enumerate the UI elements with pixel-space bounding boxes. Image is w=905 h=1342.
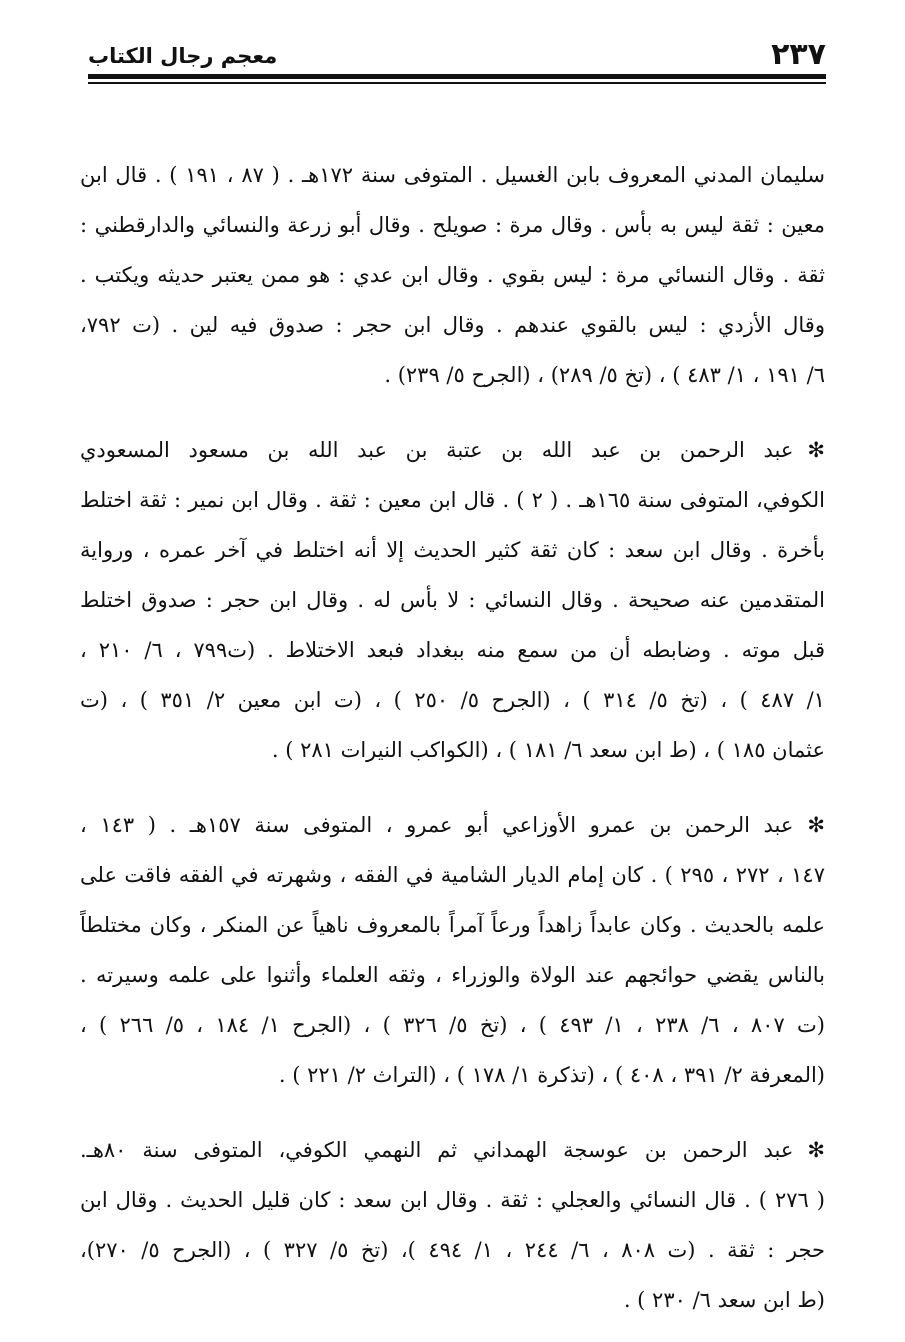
text-line: (ط ابن سعد ٦/ ٢٣٠ ) . xyxy=(623,1288,825,1312)
text-line: الكوفي، المتوفى سنة ١٦٥هـ . ( ٢ ) . قال ابن معين : ثقة . وقال ابن نمير : ثقة اختلط xyxy=(80,488,825,512)
text-line: ١/ ٤٨٧ ) ، (تخ ٥/ ٣١٤ ) ، (الجرح ٥/ ٢٥٠ ) ، (ت ابن معين ٢/ ٣٥١ ) ، (ت xyxy=(80,688,825,712)
header-rule-thick xyxy=(88,74,826,79)
text-line: ثقة . وقال النسائي مرة : ليس بقوي . وقال ابن عدي : هو ممن يعتبر حديثه ويكتب . xyxy=(80,263,825,287)
text-line: قبل موته . وضابطه أن من سمع منه ببغداد فبعد الاختلاط . (ت٧٩٩ ، ٦/ ٢١٠ ، xyxy=(80,638,825,662)
asterisk-marker-icon: ✻ xyxy=(807,813,825,837)
text-line: بالناس يقضي حوائجهم عند الولاة والوزراء ، وثقه العلماء وأثنوا على علمه وسيرته . xyxy=(80,963,825,987)
text-line: (المعرفة ٢/ ٣٩١ ، ٤٠٨ ) ، (تذكرة ١/ ١٧٨ ) ، (التراث ٢/ ٢٢١ ) . xyxy=(278,1063,825,1087)
text-line: حجر : ثقة . (ت ٨٠٨ ، ٦/ ٢٤٤ ، ١/ ٤٩٤ )، (تخ ٥/ ٣٢٧ ) ، (الجرح ٥/ ٢٧٠)، xyxy=(80,1238,825,1262)
text-line: سليمان المدني المعروف بابن الغسيل . المتوفى سنة ١٧٢هـ . ( ٨٧ ، ١٩١ ) . قال ابن xyxy=(80,163,825,187)
text-line: ( ٢٧٦ ) . قال النسائي والعجلي : ثقة . وقال ابن سعد : كان قليل الحديث . وقال ابن xyxy=(80,1188,825,1212)
text-line: عثمان ١٨٥ ) ، (ط ابن سعد ٦/ ١٨١ ) ، (الكواكب النيرات ٢٨١ ) . xyxy=(271,738,825,762)
text-line xyxy=(80,425,825,475)
text-line: وقال الأزدي : ليس بالقوي عندهم . وقال ابن حجر : صدوق فيه لين . (ت ٧٩٢، xyxy=(80,313,825,337)
text-line: علمه بالحديث . وكان عابداً زاهداً ورعاً آمراً بالمعروف ناهياً عن المنكر ، وكان مختلطاً xyxy=(80,913,825,937)
page-header xyxy=(88,36,826,76)
running-title: معجم رجال الكتاب xyxy=(88,44,278,68)
text-line xyxy=(80,800,825,850)
text-line: المتقدمين عنه صحيحة . وقال النسائي : لا بأس له . وقال ابن حجر : صدوق اختلط xyxy=(80,588,825,612)
body-text xyxy=(80,150,825,1325)
text-line: ٦/ ١٩١ ، ١/ ٤٨٣ ) ، (تخ ٥/ ٢٨٩) ، (الجرح ٥/ ٢٣٩) . xyxy=(384,363,825,387)
entry-paragraph xyxy=(80,800,825,1100)
text-line: ١٤٧ ، ٢٧٢ ، ٢٩٥ ) . كان إمام الديار الشامية في الفقه ، وشهرته في الفقه فاقت على xyxy=(80,863,825,887)
text-line: معين : ثقة ليس به بأس . وقال مرة : صويلح . وقال أبو زرعة والنسائي والدارقطني : xyxy=(80,213,825,237)
text-line-content: عبد الرحمن بن عمرو الأوزاعي أبو عمرو ، المتوفى سنة ١٥٧هـ . ( ١٤٣ ، xyxy=(80,813,794,837)
page-number: ٢٣٧ xyxy=(771,37,826,72)
text-line-content: عبد الرحمن بن عبد الله بن عتبة بن عبد الله بن مسعود المسعودي xyxy=(80,438,794,462)
header-rule-thin xyxy=(88,82,826,84)
asterisk-marker-icon: ✻ xyxy=(807,438,825,462)
text-line: بأخرة . وقال ابن سعد : كان ثقة كثير الحديث إلا أنه اختلط في آخر عمره ، ورواية xyxy=(80,538,825,562)
text-line: (ت ٨٠٧ ، ٦/ ٢٣٨ ، ١/ ٤٩٣ ) ، (تخ ٥/ ٣٢٦ ) ، (الجرح ١/ ١٨٤ ، ٥/ ٢٦٦ ) ، xyxy=(80,1013,825,1037)
entry-paragraph xyxy=(80,150,825,400)
asterisk-marker-icon: ✻ xyxy=(807,1138,825,1162)
entry-paragraph xyxy=(80,425,825,775)
entry-paragraph xyxy=(80,1125,825,1325)
text-line-content: عبد الرحمن بن عوسجة الهمداني ثم النهمي الكوفي، المتوفى سنة ٨٠هـ. xyxy=(80,1138,794,1162)
text-line xyxy=(80,1125,825,1175)
